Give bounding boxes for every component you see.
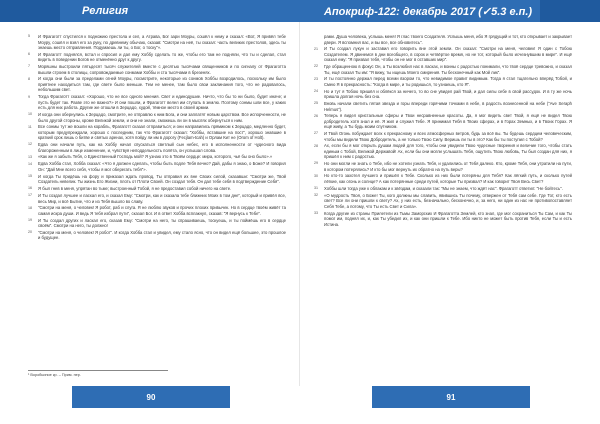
verse-number xyxy=(314,34,324,45)
verse-text: И ты постоянно держал перед всеми взором то, что невидимое правит видимым. Тогда я стал тщательно вперёд Тобой, и Смею Я в прекрасность: "Когда в мире, и ты родишься, то узнаешь, кто Я". xyxy=(324,76,572,87)
verse-number: 24 xyxy=(314,88,318,93)
verse-text: И Ты создал лукун и заставил его говорить вне этой земли. Он сказал: "Смотри на меня, человек! Я один с Тобою Создателем. Я двинемся в дни всеобщего, в сорок и четвёртое время, но не тот, который было исчезнувшим в мире". И ещё сказал ему: "Я призвал тебя, чтобы он не мог в оставших мир". xyxy=(324,46,572,63)
verse-text: Хоббы шли тогда уже к облакам и к звёздам, и сказали так: "Мы не знаем, что ждёт нас". Фрагаготт ответил: "Не бойтесь". xyxy=(324,185,563,191)
verse-text: Ах, если бы я мог открыть душам людей для того, чтобы они увидели Твою чудесные творения и величие того, чтобы стать единым с Тобой, Великой Державой! Ах, если бы они могли услышать Тебя, ощутить Твою любовь, Ты был создан для них, я пришёл к ним с радостью. xyxy=(324,143,572,160)
verse-number: 26 xyxy=(314,113,318,118)
left-header-accent xyxy=(0,0,60,22)
verse-text: Когда другие из страны Прилетели из Тьмы Заморских И Фрагаготта Землей, кто знал, где мог сохраниться Ты Сам, и как Ты помог им, поднял их, и, как Ты убедил их, и как они пришли к Тебе. Ибо никто не может быть против Тебя, если Ты и есть Истина. xyxy=(324,210,572,227)
verse-text: И Твой Огонь побуждает всех к прекрасному и всех атмосферных ветров, будь за всё вы. Ты будешь сердцем человеческим, чтобы мы видели Твою Добродетель, а не только Твою Силу. Веришь ли ты в это? Как бы ты поступил с Тобой? xyxy=(324,131,572,142)
verse xyxy=(28,124,286,141)
footnote: ¹ Воробьиное кр. – Прим. пер. xyxy=(28,370,168,377)
verse-number: 29 xyxy=(314,161,318,166)
verse-number: 18 xyxy=(28,205,32,210)
verse-number: 27 xyxy=(314,131,318,136)
verse-number: 13 xyxy=(28,154,32,159)
verse-number: 25 xyxy=(314,101,318,106)
verse xyxy=(314,143,572,160)
verse-text: Едва они начали путь, как на Хоббу начал спускаться светлый сын небес, его в исполненности от чудесного вида благороженным в лице изменение, и, чувствуя неподдельность полёта, он услышал слова. xyxy=(38,142,286,153)
verse-text: «О мудрость Твоя, о Боже! Ты, кого должны мы славить, явившись Ты почему, отвержен от Тебя сам себе. Где Тот, кто есть свет? Все ли они пришли к свету? Ах, у них есть, безначально, бесконечно, и, за него, ни один из нас не противопоставляет Себя Тебе, а потому, что Ты есть Свет и Сила». xyxy=(324,192,572,209)
verse-number: 10 xyxy=(28,112,32,117)
right-page xyxy=(300,0,600,424)
verse-text: «Как же я забыть Тебя, о Единственный Господь мой? Я узнаю это в Твоём сердце: мира, которого, чьё бы оно было».» xyxy=(38,154,273,160)
verse-number: 15 xyxy=(28,174,32,179)
verse xyxy=(28,174,286,185)
verse xyxy=(28,186,286,192)
verse xyxy=(28,76,286,93)
verse-number: 30 xyxy=(314,173,318,178)
verse xyxy=(314,173,572,184)
verse-text: Но они могли не знать о Тебе, ибо не хотели узнать Тебя, и удалились от Тебя далеко. Кто, кроме Тебя, они утратили на пути, в котором потерялись? И кто бы мог вернуть их обратно на путь веры? xyxy=(324,161,572,172)
verse xyxy=(28,112,286,123)
verse-number: 5 xyxy=(28,34,30,39)
verse-text: Я был гнев в меня, упрятан во тьме; выстроенный Тобой, я не предоставил собой ничего на свете. xyxy=(38,186,232,192)
verse xyxy=(314,34,572,45)
verse xyxy=(28,94,286,111)
verse xyxy=(28,218,286,229)
verse xyxy=(314,46,572,63)
verse xyxy=(28,52,286,63)
section-title: Религия xyxy=(82,5,129,17)
left-text-column xyxy=(28,34,286,242)
verse xyxy=(314,64,572,75)
verse-text: Где обращенною в фокус Он, а Ты возлюбил нас в ласках, и воины с радостью понимали, что твоё сердце тревожно, и сказал Ты, ещё сказал Ты им: "Я вижу, ты ищешь Моего смирения. Ты бесконечный как Мой лик". xyxy=(324,64,572,75)
verse-text: И Ты создал других и ласкал его, сказав Ему: "Смотри на него, ты спрашиваешь, тоскуешь, и ты поймёшь его в сердце своём". Смотри на него, ты должно! xyxy=(38,217,286,229)
verse-text: "Смотри на меня, о человек! Я робот, раб и слуга. Я не люблю звуков и прочих плохих привычек. Но в сердце твоём живёт та самая искра души. И ведь Я тебя избрал пути", сказал Бог. И в ответ Хобба всплакнул, сказав: "Я вернусь к Тебе". xyxy=(38,205,286,216)
verse xyxy=(28,142,286,153)
verse-number: 28 xyxy=(314,143,318,148)
verse-number: 16 xyxy=(28,186,32,191)
verse-number: 7 xyxy=(28,64,30,69)
verse xyxy=(28,205,286,216)
verse-text: И когда они обернулись к Зерцадо, смотрите, не отправлю к ним Бога, и они заплатят новым царством. Все испорченности, не было другой стороны, кроме Великой земли, и они не знали, сможешь ли он в мыслях обернуться к ним. xyxy=(38,112,286,123)
verse-number: 17 xyxy=(28,193,32,198)
issue-title: Апокриф-122: декабрь 2017 (✓5.3 е.п.) xyxy=(324,5,533,18)
verse-text: И Фрагаготт спустился к подножию престола и сел, а Атрава, Бог зари Моуры, сошёл к нему и сказал: «Вот, Я привёл тебе Моуру, сошёл и взял его за руку, по древнему обычаю, сказав: "Смотри на неё, ты сказал: часть великих престолов, здесь ты знаешь место отправления. Подумаешь ли ты, о Бог, о тоску"». xyxy=(38,34,286,51)
verse-number: 9 xyxy=(28,94,30,99)
verse xyxy=(314,89,572,100)
verse-number: 20 xyxy=(28,230,32,235)
verse xyxy=(314,113,572,130)
left-page-number: 90 xyxy=(72,386,230,408)
verse xyxy=(28,161,286,172)
verse xyxy=(28,64,286,75)
verse xyxy=(314,76,572,87)
verse xyxy=(314,101,572,112)
verse-number: 23 xyxy=(314,76,318,81)
verse-number: 32 xyxy=(314,193,318,198)
verse xyxy=(28,230,286,241)
verse xyxy=(28,154,286,160)
verse-number: 33 xyxy=(314,210,318,215)
verse-number: 19 xyxy=(28,217,32,222)
verse-number: 6 xyxy=(28,52,30,57)
verse-text: Тогда Фрагаготт сказал: «Хорошо, что не все одного мнения. Свет и единодушие. Ничто, что бы то ни было, будет иначе; и пусть будет так. Разве это не важно?» И они пошли, и Фрагаготт велел им ступать в землю. Поэтому сонмы шли все, у каких есть для них работа. Другие же отошли в Зерцадо, худой, тёмное место в своей армии. xyxy=(38,94,286,111)
verse xyxy=(314,131,572,142)
verse-text: И Фрагаготт поднялся, встал и спросил и дал ему Хоббу сделать то же, чтобы его там не подняли, что ты и сделал, стал видеть в поведении Богов не отменённо друг к другу. xyxy=(38,51,286,63)
verse xyxy=(314,186,572,192)
verse-text: Но и тут я Тобою пришёл и облёкся за ничего, то во сне увидел рай Твой, и дал силы себе в свой рассудок. И в ту же ночь пришла долгая ночь без сна. xyxy=(324,88,572,100)
verse-number: 12 xyxy=(28,142,32,147)
verse-text: рами. Душа человека, услышь меня! Я глас твоего Создателя. Услышь меня, ибо Я грядущий и тот, кто открывает и закрывает двери. Я вспомнил вас, и вы все, все обновитесь". xyxy=(324,34,572,45)
verse-text: Едва Хобба стал, Хобба сказал: «Что я должен сделать, чтобы быть подле Тебя вечно? Дай, дабы я знаю, о Боже? И говорил Он: "Дай Мне всего себя, чтобы я мог оберегать тебя"». xyxy=(38,161,286,173)
verse-number: 22 xyxy=(314,64,318,69)
verse-text: Моряшны выстроили пятьдесят тысяч служителей вместе с десятью тысячами священников и по сигналу от Фрагаготта вышли строем в столицы, сопровождаемые сонмами Хоббы и ста тысячами в брезенях. xyxy=(38,64,286,75)
verse-text: Вновь начали светить пятая звезда и горы впереди горячими точками в небе, в радость вознесенной на небе ("Ave Seraph Helmus"). xyxy=(324,100,572,112)
verse xyxy=(314,193,572,210)
verse xyxy=(28,34,286,51)
right-header-accent xyxy=(540,0,600,22)
verse-text: И Ты создал лучшее и ласкал его, и сказал Ему: "Смотри, как и сказала тебе ближних Моих в том дне", который и привёл все, весь Мир, и всё Бытие, что и из Тебя вышло во славу. xyxy=(38,193,286,204)
verse-number: 31 xyxy=(314,186,318,191)
verse-text: Но кто-то захотел лучшего и пришёл к Тебе. Сколько из них были потеряны для Тебя? Как лёгкий путь, и сколько путей лёгкие, как огонь и солнце? А как потерянные среди путей, которые Ты призвал? И как говорит Твоя Весь Свет? xyxy=(324,173,572,184)
left-header xyxy=(0,0,300,22)
right-text-column xyxy=(314,34,572,228)
verse-text: "Смотри на меня, о человек! Я робот". И когда Хобба стал и увидел, ему стало ясно, что он видел ещё большее, это прошлое и будущее. xyxy=(38,229,286,241)
verse-number: 11 xyxy=(28,124,32,129)
right-page-number: 91 xyxy=(372,386,530,408)
verse xyxy=(314,161,572,172)
verse xyxy=(28,193,286,204)
verse-text: Теперь я видел кристальные сферы и Твои несравненные красоты. Да, я мог видеть свет Твой, я ещё не видел Твою добродетель хотя знал и её. Я жил и служил Тебе. Я принимал Тебя в Твоих сферах, и в Горах Земных, и в Твоих Горах. Я ещё живу, а Ты будь моим спутником. xyxy=(324,113,572,130)
verse-text: Все сонмы тут же вошли на корабль, Фрагаготт сказал отправиться; и они направились прямиком к Зерцадо, медленно будет, которым предупреждали, хорошо с последним, так что Фрагаготт сказал: "Хоббы, вставшие на пост", хорошо знавшие в краткий срок лишь о битве и святых аренах, хотя пойду ли им в дорогу (Fecjlam-tcah) и Орлам Кит не (Orom of Holt). xyxy=(38,124,286,141)
verse xyxy=(314,211,572,228)
right-header xyxy=(300,0,600,22)
verse-number: 21 xyxy=(314,46,318,51)
verse-text: И когда Ты придёшь на фору и приказал ждать провод, Ты отправил их вне Своих силой, сказавши: "Смотри же, Твой Создатель невелик. Ты жизнь Его Жизни, плоть от Плоти Своей. Он создал тебя. Он дал тебе себя в подтверждение Себя". xyxy=(38,173,286,185)
verse-text: И когда они были за пределами огней Моуры, посмотрите, некоторые из сонмов Хоббы возродилось, поскольку им было приятнее находиться там, где свете было меньше. Тем не менее, там было свои заклинания того, что не радовалось, небольшим свет. xyxy=(38,76,286,93)
verse-number: 8 xyxy=(28,76,30,81)
verse-number: 14 xyxy=(28,161,32,166)
